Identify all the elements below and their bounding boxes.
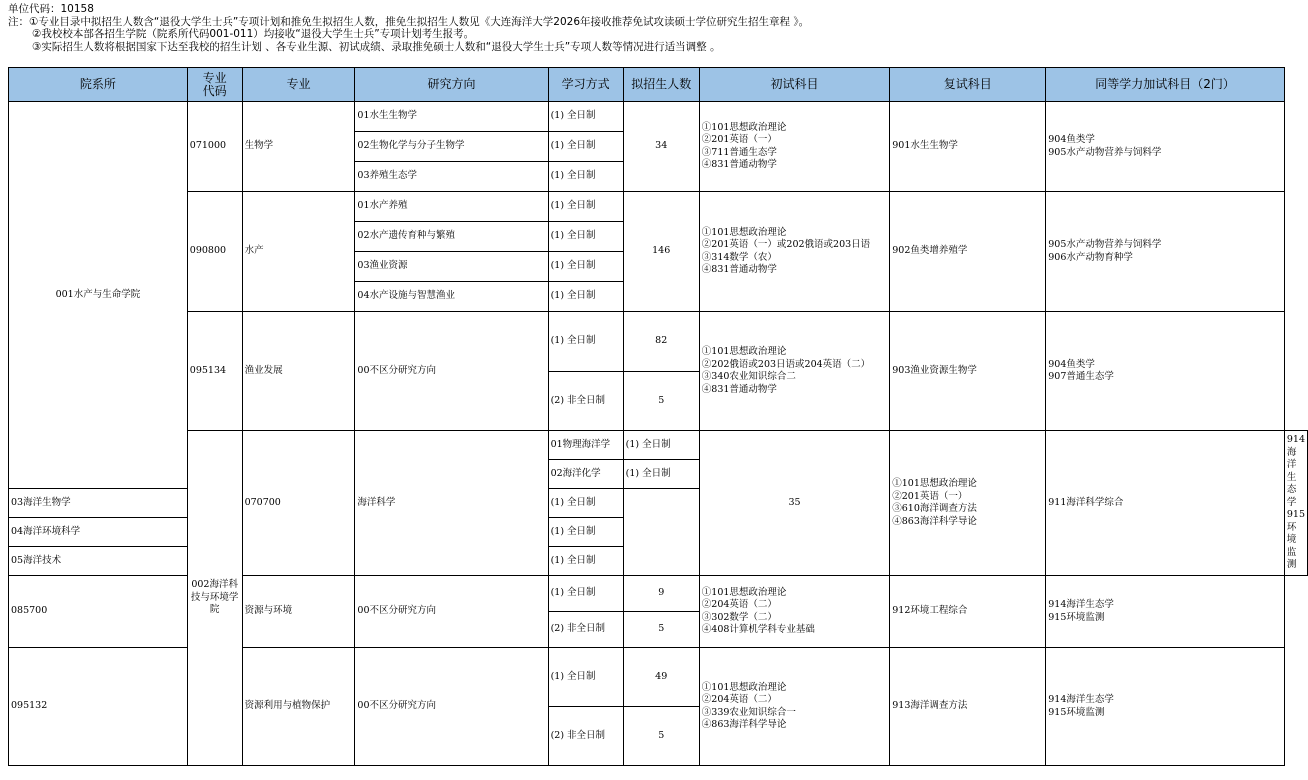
unit-code: 单位代码：10158 xyxy=(8,3,94,15)
extra-cell xyxy=(1046,648,1285,766)
enrollment-cell: 5 xyxy=(623,372,699,431)
cell-line: ②204英语（二） xyxy=(701,694,777,705)
major-name-cell: 生物学 xyxy=(242,102,355,192)
direction-cell: 03渔业资源 xyxy=(355,252,548,282)
direction-cell: 01物理海洋学 xyxy=(548,431,623,460)
cell-line: ④831普通动物学 xyxy=(701,383,777,395)
major-name-cell: 渔业发展 xyxy=(242,312,355,431)
mode-cell: (1) 全日制 xyxy=(548,222,623,252)
col-direction: 研究方向 xyxy=(355,68,548,102)
table-row xyxy=(9,102,1308,132)
mode-cell: (2) 非全日制 xyxy=(548,612,623,648)
direction-cell: 00不区分研究方向 xyxy=(355,312,548,431)
cell-line: 906水产动物育种学 xyxy=(1048,251,1133,263)
direction-cell: 04海洋环境科学 xyxy=(9,518,188,547)
mode-cell: (1) 全日制 xyxy=(623,431,699,460)
direction-cell: 00不区分研究方向 xyxy=(355,648,548,766)
cell-line: ③314数学（农） xyxy=(701,251,777,263)
retest-cell: 902鱼类增养殖学 xyxy=(890,192,1046,312)
retest-cell: 911海洋科学综合 xyxy=(1046,431,1285,576)
retest-cell: 901水生生物学 xyxy=(890,102,1046,192)
exam-cell xyxy=(699,192,889,312)
cell-line: ③610海洋调查方法 xyxy=(892,503,977,514)
mode-cell: (1) 全日制 xyxy=(548,489,623,518)
direction-cell: 01水产养殖 xyxy=(355,192,548,222)
direction-cell: 05海洋技术 xyxy=(9,547,188,576)
cell-line: ②201英语（一） xyxy=(701,134,777,145)
cell-line: ③340农业知识综合二 xyxy=(701,371,796,382)
enrollment-cell: 49 xyxy=(623,648,699,707)
col-major: 专业 xyxy=(242,68,355,102)
col-major-code: 专业代码 xyxy=(187,68,242,102)
major-code-cell: 071000 xyxy=(187,102,242,192)
enrollment-cell: 5 xyxy=(623,707,699,766)
college-cell: 001水产与生命学院 xyxy=(9,102,188,489)
mode-cell: (1) 全日制 xyxy=(548,132,623,162)
cell-line: 904鱼类学 xyxy=(1048,358,1095,370)
exam-cell xyxy=(890,431,1046,576)
table-header-row xyxy=(9,68,1308,102)
cell-line: 905水产动物营养与饲料学 xyxy=(1048,146,1162,158)
extra-cell xyxy=(1046,102,1285,192)
cell-line: 915环境监测 xyxy=(1286,509,1305,571)
exam-cell xyxy=(699,576,889,648)
col-retest: 复试科目 xyxy=(890,68,1046,102)
mode-cell: (1) 全日制 xyxy=(548,162,623,192)
mode-cell: (2) 非全日制 xyxy=(548,707,623,766)
direction-cell: 03养殖生态学 xyxy=(355,162,548,192)
mode-cell: (1) 全日制 xyxy=(548,518,623,547)
cell-line: ②201英语（一） xyxy=(892,490,968,502)
extra-cell xyxy=(1046,576,1285,648)
cell-line: ③339农业知识综合一 xyxy=(701,706,796,718)
cell-line: 915环境监测 xyxy=(1048,706,1105,718)
enrollment-cell: 34 xyxy=(623,102,699,192)
enrollment-cell: 82 xyxy=(623,312,699,372)
extra-cell xyxy=(1046,312,1285,431)
mode-cell: (1) 全日制 xyxy=(548,102,623,132)
direction-cell: 02生物化学与分子生物学 xyxy=(355,132,548,162)
cell-line: ②202俄语或203日语或204英语（二） xyxy=(701,358,871,370)
exam-cell xyxy=(699,648,889,766)
cell-line: ②201英语（一）或202俄语或203日语 xyxy=(701,239,871,250)
college-cell: 002海洋科技与环境学院 xyxy=(187,431,242,766)
cell-line: 914海洋生态学 xyxy=(1286,434,1305,508)
table-row xyxy=(9,431,1308,460)
major-code-cell: 070700 xyxy=(242,431,355,576)
cell-line: ④831普通动物学 xyxy=(701,264,777,275)
cell-line: ③302数学（二） xyxy=(701,611,777,623)
major-name-cell: 资源与环境 xyxy=(242,576,355,648)
major-code-cell: 085700 xyxy=(9,576,188,648)
col-study-mode: 学习方式 xyxy=(548,68,623,102)
mode-cell: (1) 全日制 xyxy=(548,192,623,222)
note-1: 注：①专业目录中拟招生人数含“退役大学生士兵”专项计划和推免生拟招生人数，推免生拟招生人数见《大连海洋大学2026年接收推荐免试攻读硕士学位研究生招生章程 》。 xyxy=(8,15,810,28)
cell-line: 905水产动物营养与饲料学 xyxy=(1048,239,1162,250)
mode-cell: (1) 全日制 xyxy=(623,460,699,489)
retest-cell: 913海洋调查方法 xyxy=(890,648,1046,766)
major-code-cell: 095134 xyxy=(187,312,242,431)
enrollment-cell: 9 xyxy=(623,576,699,612)
note-2: ②我校校本部各招生学院（院系所代码001-011）均接收“退役大学生士兵”专项计划考生报考。 xyxy=(32,28,475,41)
mode-cell: (1) 全日制 xyxy=(548,648,623,707)
cell-line: ④831普通动物学 xyxy=(701,159,777,170)
cell-line: ②204英语（二） xyxy=(701,599,777,610)
enrollment-cell: 146 xyxy=(623,192,699,312)
major-name-cell: 水产 xyxy=(242,192,355,312)
table-row xyxy=(9,192,1308,222)
cell-line: ③711普通生态学 xyxy=(701,146,777,158)
col-college: 院系所 xyxy=(9,68,188,102)
table-row xyxy=(9,312,1308,372)
major-code-cell: 095132 xyxy=(9,648,188,766)
direction-cell: 02水产遗传育种与繁殖 xyxy=(355,222,548,252)
cell-line: ①101思想政治理论 xyxy=(701,121,787,133)
mode-cell: (2) 非全日制 xyxy=(548,372,623,431)
mode-cell: (1) 全日制 xyxy=(548,312,623,372)
cell-line: ④408计算机学科专业基础 xyxy=(701,624,815,635)
cell-line: 907普通生态学 xyxy=(1048,371,1114,382)
cell-line: ①101思想政治理论 xyxy=(701,586,787,598)
mode-cell: (1) 全日制 xyxy=(548,252,623,282)
major-name-cell: 海洋科学 xyxy=(355,431,548,576)
exam-cell xyxy=(699,102,889,192)
cell-line: ①101思想政治理论 xyxy=(701,681,787,693)
major-name-cell: 资源利用与植物保护 xyxy=(242,648,355,766)
cell-line: 915环境监测 xyxy=(1048,611,1105,623)
direction-cell: 01水生生物学 xyxy=(355,102,548,132)
notes-block xyxy=(8,3,809,53)
cell-line: ④863海洋科学导论 xyxy=(892,515,977,527)
col-extra: 同等学力加试科目（2门） xyxy=(1046,68,1285,102)
cell-line: 914海洋生态学 xyxy=(1048,599,1114,610)
cell-line: ①101思想政治理论 xyxy=(892,478,977,489)
cell-line: ①101思想政治理论 xyxy=(701,346,787,357)
enrollment-cell: 5 xyxy=(623,612,699,648)
retest-cell: 903渔业资源生物学 xyxy=(890,312,1046,431)
direction-cell: 04水产设施与智慧渔业 xyxy=(355,282,548,312)
enrollment-cell: 35 xyxy=(699,431,889,576)
cell-line: 914海洋生态学 xyxy=(1048,694,1114,705)
major-code-cell: 090800 xyxy=(187,192,242,312)
note-3: ③实际招生人数将根据国家下达至我校的招生计划 、各专业生源、初试成绩、录取推免硕士人数和“退役大学生士兵”专项人数等情况进行适当调整 。 xyxy=(32,40,721,53)
direction-cell: 00不区分研究方向 xyxy=(355,576,548,648)
mode-cell: (1) 全日制 xyxy=(548,576,623,612)
cell-line: ①101思想政治理论 xyxy=(701,226,787,238)
direction-cell: 03海洋生物学 xyxy=(9,489,188,518)
extra-cell xyxy=(1284,431,1307,576)
col-enrollment: 拟招生人数 xyxy=(623,68,699,102)
extra-cell xyxy=(1046,192,1285,312)
cell-line: ④863海洋科学导论 xyxy=(701,719,787,730)
cell-line: 904鱼类学 xyxy=(1048,134,1095,145)
col-exam: 初试科目 xyxy=(699,68,889,102)
mode-cell: (1) 全日制 xyxy=(548,547,623,576)
retest-cell: 912环境工程综合 xyxy=(890,576,1046,648)
direction-cell: 02海洋化学 xyxy=(548,460,623,489)
mode-cell: (1) 全日制 xyxy=(548,282,623,312)
catalog-table xyxy=(8,67,1308,766)
exam-cell xyxy=(699,312,889,431)
